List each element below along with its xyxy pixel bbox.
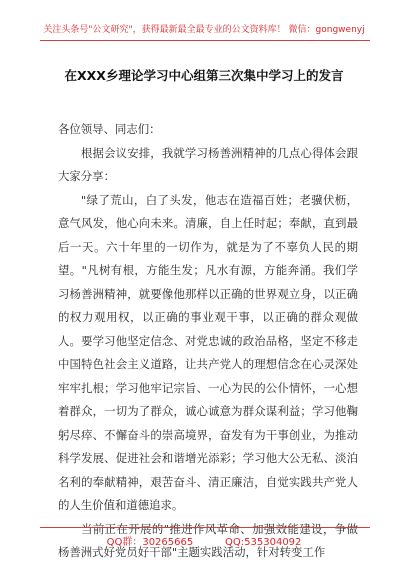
header-promo-note: 关注头条号"公文研究"，获得最新最全最专业的公文资料库！ 微信：gongwenyj (43, 25, 365, 35)
document-title: 在XXX乡理论学习中心组第三次集中学习上的发言 (64, 68, 344, 83)
footer-qq-number: QQ:535304092 (225, 537, 302, 548)
paragraph-1: 根据会议安排，我就学习杨善洲精神的几点心得体会跟大家分享： (58, 145, 358, 183)
paragraph-2: "绿了荒山，白了头发，他志在造福百姓；老骥伏枥，意气风发，他心向未来。清廉，自上任时起；奉献，直到最后一天。六十年里的一切作为，就是为了不辜负人民的期望。"凡树有根，方能生发；凡水有源，方能奔涌。我们学习杨善洲精神，就要像他那样以正确的世界观立身，以正确的权力观用权，以正确的事业观干事，以正确的群众观做人。要学习他坚定信念、对党忠诚的政治品格，坚定不移走中国特色社会主义道路，让共产党人的理想信念在心灵深处牢牢扎根；学习他牢记宗旨、一心为民的公仆情怀，一心想着群众，一切为了群众，诚心诚意为群众谋利益；学习他鞠躬尽瘁、不懈奋斗的崇高境界，奋发有为干事创业，为推动科学发展、促进社会和谐增光添彩；学习他大公无私、淡泊名利的奉献精神，艰苦奋斗、清正廉洁，自觉实践共产党人的人生价值和道德追求。 (58, 192, 358, 512)
paragraph-3: 当前正在开展的"推进作风革命、加强效能建设，争做杨善洲式好党员好干部"主题实践活动，针对转变工作 (58, 521, 358, 559)
salutation: 各位领导、同志们： (58, 122, 161, 136)
document-body (58, 118, 358, 565)
footer-qq-group: QQ群：30265665 (106, 537, 194, 548)
header-divider (40, 40, 370, 41)
footer-divider (40, 527, 370, 528)
footer-contact (0, 533, 408, 548)
